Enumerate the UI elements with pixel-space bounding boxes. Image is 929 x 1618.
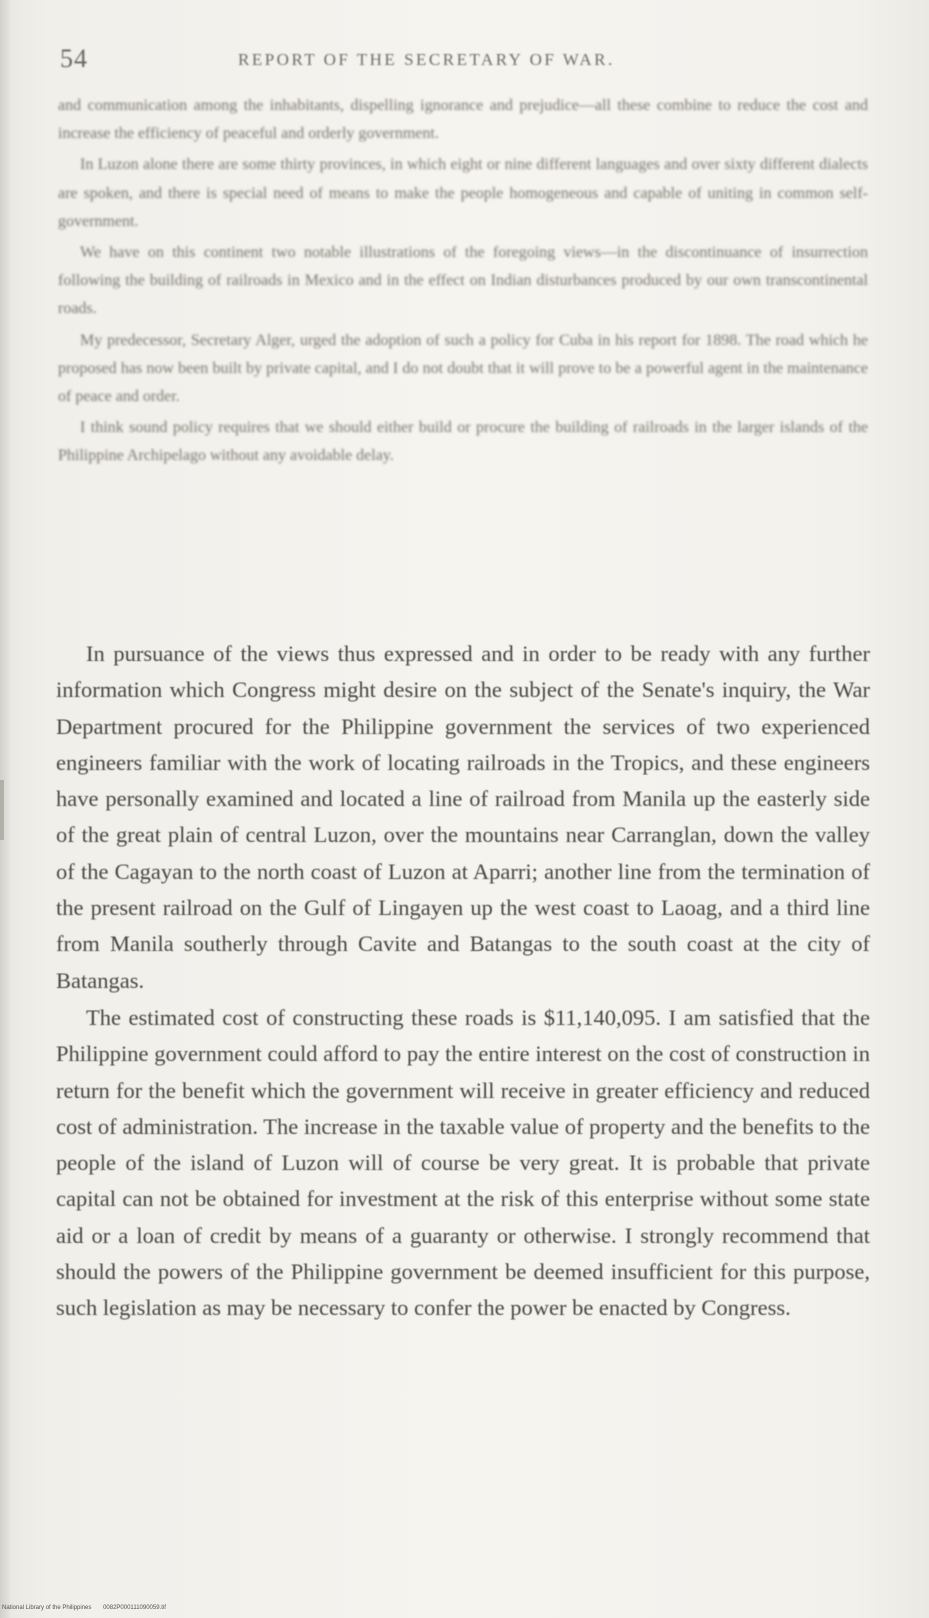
binding-mark [0, 780, 4, 840]
quoted-paragraph: We have on this continent two notable illustrations of the foregoing views—in the discontinuance of insurrection following the building of railroads in Mexico and in the effect on Indian disturbances produced by our own transcontinental roads. [58, 244, 868, 318]
footer-identifier: 0082P000111090059.tif [103, 1605, 166, 1611]
quoted-excerpt [58, 92, 868, 474]
body-paragraph: In pursuance of the views thus expressed and in order to be ready with any further information which Congress might desire on the subject of the Senate's inquiry, the War Department procured for the Philippine government the services of two experienced engineers familiar with the work of locating railroads in the Tropics, and these engineers have personally examined and located a line of railroad from Manila up the easterly side of the great plain of central Luzon, over the mountains near Carranglan, down the valley of the Cagayan to the north coast of Luzon at Aparri; another line from the termination of the present railroad on the Gulf of Lingayen up the west coast to Laoag, and a third line from Manila southerly through Cavite and Batangas to the south coast at the city of Batangas. [56, 641, 870, 993]
body-paragraph: The estimated cost of constructing these roads is $11,140,095. I am satisfied that the Philippine government could afford to pay the entire interest on the cost of construction in return for the benefit which the government will receive in greater efficiency and reduced cost of administration. The increase in the taxable value of property and the benefits to the people of the island of Luzon will of course be very great. It is probable that private capital can not be obtained for investment at the risk of this enterprise without some state aid or a loan of credit by means of a guaranty or otherwise. I strongly recommend that should the powers of the Philippine government be deemed insufficient for this purpose, such legislation as may be necessary to confer the power be enacted by Congress. [56, 1004, 870, 1321]
quoted-paragraph: My predecessor, Secretary Alger, urged the adoption of such a policy for Cuba in his report for 1898. The road which he proposed has now been built by private capital, and I do not doubt that it will prove to be a powerful agent in the maintenance of peace and order. [58, 331, 868, 406]
quoted-paragraph: and communication among the inhabitants, dispelling ignorance and prejudice—all these combine to reduce the cost and increase the efficiency of peaceful and orderly government. [58, 97, 868, 143]
quoted-paragraph: I think sound policy requires that we should either build or procure the building of railroads in the larger islands of the Philippine Archipelago without any avoidable delay. [58, 419, 868, 465]
running-header: REPORT OF THE SECRETARY OF WAR. [238, 50, 615, 69]
body-text [56, 636, 870, 1327]
footer-library: National Library of the Philippines [2, 1605, 92, 1611]
archive-footer [2, 1605, 176, 1611]
quoted-paragraph: In Luzon alone there are some thirty provinces, in which eight or nine different languages and over sixty different dialects are spoken, and there is special need of means to make the people homogeneous and capable of uniting in common self-government. [58, 156, 868, 230]
page-number: 54 [60, 44, 88, 73]
